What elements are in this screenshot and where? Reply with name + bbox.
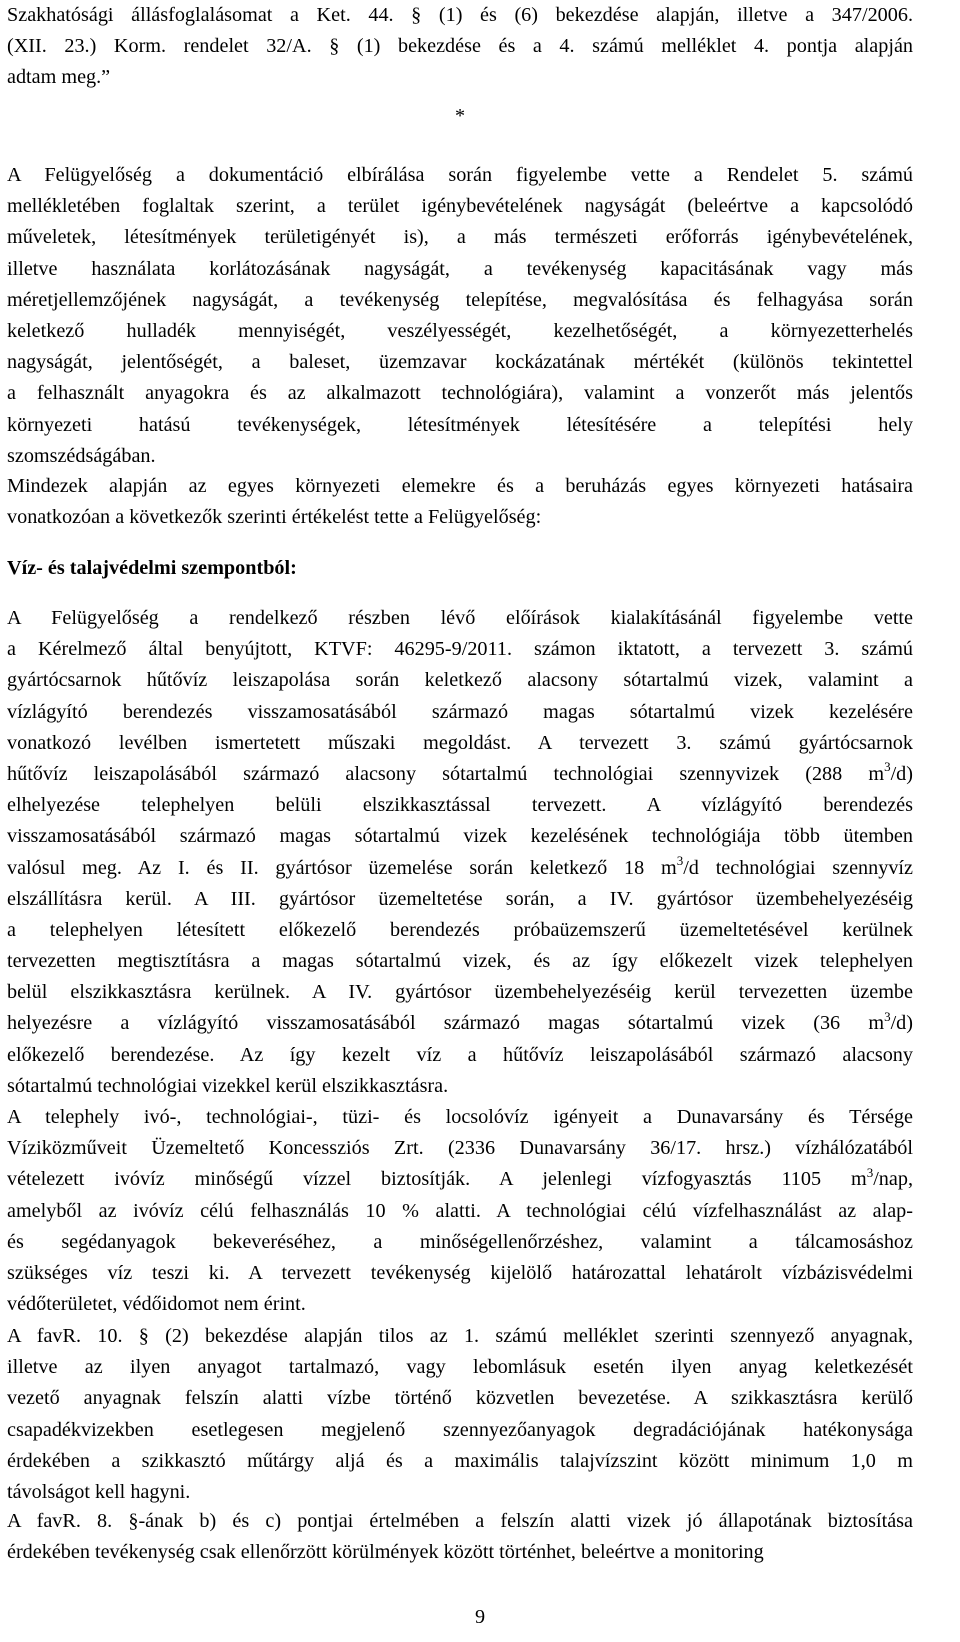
text-line: belül elszikkasztásra kerülnek. A IV. gyártósor üzembehelyezéséig kerül tervezetten üzembe xyxy=(7,981,913,1004)
text-line: a Kérelmező által benyújtott, KTVF: 46295-9/2011. számon iktatott, a tervezett 3. számú xyxy=(7,638,913,661)
text-line: a felhasznált anyagokra és az alkalmazott technológiára), valamint a vonzerőt más jelentős xyxy=(7,382,913,405)
text-line: vízlágyító berendezés visszamosatásából származó magas sótartalmú vizek kezelésére xyxy=(7,700,913,723)
text-line: nagyságát, jelentőségét, a baleset, üzemzavar kockázatának mértékét (különös tekintettel xyxy=(7,351,913,374)
text-line: méretjellemzőjének nagyságát, a tevékenység telepítése, megvalósítása és felhagyása során xyxy=(7,288,913,311)
text-line: elszállításra kerül. A III. gyártósor üzemeltetése során, a IV. gyártósor üzembehelyezéséig xyxy=(7,887,913,910)
text-line: Szakhatósági állásfoglalásomat a Ket. 44. § (1) és (6) bekezdése alapján, illetve a 347/2006. xyxy=(7,4,913,26)
paragraph-water-supply xyxy=(7,1102,913,1320)
text-line: előkezelő berendezése. Az így kezelt víz a hűtővíz leiszapolásából származó alacsony xyxy=(7,1043,913,1066)
text-line: vételezett ivóvíz minőségű vízzel biztosítják. A jelenlegi vízfogyasztás 1105 $m^3$/nap, xyxy=(7,1164,913,1191)
text-line: A favR. 10. § (2) bekezdése alapján tilos az 1. számú melléklet szerinti szennyező anyagnak, xyxy=(7,1325,913,1347)
text-line: amelyből az ivóvíz célú felhasználás 10 % alatti. A technológiai célú vízfelhasználást az alap- xyxy=(7,1199,913,1222)
text-line: sótartalmú technológiai vizekkel kerül elszikkasztásra. xyxy=(7,1074,449,1097)
text-line: szükséges víz teszi ki. A tervezett tevékenység kijelölő határozattal lehatárolt vízbázisvédelmi xyxy=(7,1261,913,1284)
paragraph-evaluation-criteria xyxy=(7,160,913,472)
text-line: (XII. 23.) Korm. rendelet 32/A. § (1) bekezdése és a 4. számú melléklet 4. pontja alapján xyxy=(7,35,913,58)
paragraph-summary xyxy=(7,471,913,533)
text-line: illetve az ilyen anyagot tartalmazó, vagy lebomlásuk esetén ilyen anyag keletkezését xyxy=(7,1356,913,1379)
text-line: vonatkozó levélben ismertetett műszaki megoldást. A tervezett 3. számú gyártócsarnok xyxy=(7,731,913,754)
text-line: adtam meg.” xyxy=(7,66,111,89)
text-line: érdekében tevékenység csak ellenőrzött körülmények között történhet, beleértve a monitoring xyxy=(7,1541,764,1564)
text-line: vonatkozóan a következők szerinti értékelést tette a Felügyelőség: xyxy=(7,506,542,529)
text-line: illetve használata korlátozásának nagyságát, a tevékenység kapacitásának vagy más xyxy=(7,257,913,280)
text-line: környezeti hatású tevékenységek, létesítmények létesítésére a telepítési hely xyxy=(7,413,913,436)
text-line: A Felügyelőség a dokumentáció elbírálása során figyelembe vette a Rendelet 5. számú xyxy=(7,164,913,186)
text-line: a telephelyen létesített előkezelő berendezés próbaüzemszerű üzemeltetésével kerülnek xyxy=(7,918,913,941)
text-line: hűtővíz leiszapolásából származó alacsony sótartalmú technológiai szennyvizek (288 $m^3/d$) xyxy=(7,759,913,785)
text-line: mellékletében foglaltak szerint, a terület igénybevételének nagyságát (beleértve a kapcsolódó xyxy=(7,195,913,218)
paragraph-water-treatment xyxy=(7,603,913,1102)
text-line: műveletek, létesítmények területigényét is), a más természeti erőforrás igénybevételének, xyxy=(7,226,913,249)
text-line: A favR. 8. §-ának b) és c) pontjai értelmében a felszín alatti vizek jó állapotának biztosítása xyxy=(7,1510,913,1532)
paragraph-favr-10 xyxy=(7,1321,913,1508)
text-line: visszamosatásából származó magas sótartalmú vizek kezelésének technológiája több ütemben xyxy=(7,825,913,848)
text-line: és segédanyagok bekeveréséhez, a minőségellenőrzéshez, valamint a tálcamosáshoz xyxy=(7,1230,913,1253)
text-line: védőterületet, védőidomot nem érint. xyxy=(7,1293,306,1316)
text-line: gyártócsarnok hűtővíz leiszapolása során keletkező alacsony sótartalmú vizek, valamint a xyxy=(7,669,913,692)
text-line: szomszédságában. xyxy=(7,444,156,467)
separator-asterisk: * xyxy=(454,105,466,127)
text-line: valósul meg. Az I. és II. gyártósor üzemelése során keletkező 18 $m^3/d$ technológiai szennyvíz xyxy=(7,852,913,879)
intro-paragraph xyxy=(7,0,913,94)
paragraph-favr-8 xyxy=(7,1506,913,1568)
text-line: távolságot kell hagyni. xyxy=(7,1480,191,1503)
text-line: tervezetten megtisztításra a magas sótartalmú vizek, és az így előkezelt vizek telephelyen xyxy=(7,950,913,973)
text-line: vezető anyagnak felszín alatti vízbe történő közvetlen bevezetése. A szikkasztásra kerülő xyxy=(7,1387,913,1410)
text-line: A telephely ivó-, technológiai-, tüzi- és locsolóvíz igényeit a Dunavarsány és Térsége xyxy=(7,1106,913,1128)
page-number: 9 xyxy=(474,1606,486,1628)
text-line: helyezésre a vízlágyító visszamosatásából származó magas sótartalmú vizek (36 $m^3/d$) xyxy=(7,1008,913,1035)
text-line: csapadékvizekben esetlegesen megjelenő szennyezőanyagok degradációjának hatékonysága xyxy=(7,1418,913,1441)
text-line: Mindezek alapján az egyes környezeti elemekre és a beruházás egyes környezeti hatásaira xyxy=(7,475,913,497)
text-line: keletkező hulladék mennyiségét, veszélyességét, kezelhetőségét, a környezetterhelés xyxy=(7,319,913,342)
text-line: Víziközműveit Üzemeltető Koncessziós Zrt. (2336 Dunavarsány 36/17. hrsz.) vízhálózatából xyxy=(7,1137,913,1160)
text-line: érdekében a szikkasztó műtárgy aljá és a maximális talajvízszint között minimum 1,0 m xyxy=(7,1449,913,1472)
text-line: elhelyezése telephelyen belüli elszikkasztással tervezett. A vízlágyító berendezés xyxy=(7,794,913,817)
text-line: A Felügyelőség a rendelkező részben lévő előírások kialakításánál figyelembe vette xyxy=(7,607,913,629)
section-heading: Víz- és talajvédelmi szempontból: xyxy=(7,557,297,579)
